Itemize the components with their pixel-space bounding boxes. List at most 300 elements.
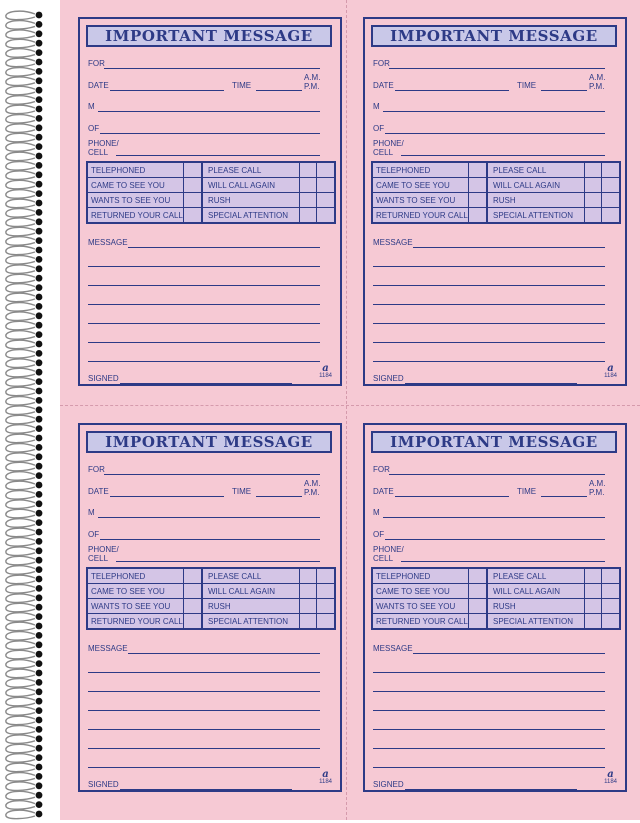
spiral-ring <box>6 227 35 235</box>
binding-hole <box>36 623 43 630</box>
of-label: OF <box>88 124 100 133</box>
spiral-ring <box>6 425 35 433</box>
spiral-ring <box>6 171 35 179</box>
spiral-ring <box>6 96 35 104</box>
check-wants-to-see-you[interactable]: WANTS TO SEE YOU <box>376 196 456 205</box>
table-divider <box>373 613 619 614</box>
spiral-ring <box>6 744 35 752</box>
table-divider <box>201 163 203 222</box>
spiral-binding <box>0 0 64 823</box>
phone-line <box>401 155 605 156</box>
m-line <box>98 517 320 518</box>
message-label: MESSAGE <box>373 238 413 247</box>
binding-hole <box>36 359 43 366</box>
cell-label: CELL <box>88 554 109 563</box>
spiral-ring <box>6 77 35 85</box>
spiral-ring <box>6 594 35 602</box>
date-line <box>110 90 224 91</box>
binding-hole <box>36 106 43 113</box>
binding-hole <box>36 576 43 583</box>
binding-hole <box>36 651 43 658</box>
spiral-ring <box>6 350 35 358</box>
pm-label: P.M. <box>304 82 320 91</box>
spiral-ring <box>6 650 35 658</box>
table-divider <box>486 163 488 222</box>
spiral-ring <box>6 697 35 705</box>
spiral-ring <box>6 491 35 499</box>
checklist-row <box>88 193 334 208</box>
binding-hole <box>36 59 43 66</box>
of-line <box>100 133 320 134</box>
binding-hole <box>36 303 43 310</box>
message-line <box>88 767 320 768</box>
binding-hole <box>36 200 43 207</box>
time-line <box>541 90 587 91</box>
spiral-ring <box>6 293 35 301</box>
check-wants-to-see-you[interactable]: WANTS TO SEE YOU <box>91 196 171 205</box>
of-label: OF <box>373 530 385 539</box>
message-line <box>88 729 320 730</box>
spiral-ring <box>6 566 35 574</box>
spiral-ring <box>6 39 35 47</box>
form-title: IMPORTANT MESSAGE <box>371 25 617 47</box>
binding-hole <box>36 256 43 263</box>
brand-logo <box>319 364 332 380</box>
cell-label: CELL <box>373 148 394 157</box>
phone-cell-label <box>88 139 119 157</box>
message-line <box>88 266 320 267</box>
m-label: M <box>373 102 380 111</box>
table-divider <box>468 163 469 222</box>
message-label: MESSAGE <box>373 644 413 653</box>
check-rush[interactable]: RUSH <box>493 602 516 611</box>
spiral-ring <box>6 397 35 405</box>
check-came-to-see-you[interactable]: CAME TO SEE YOU <box>376 181 450 190</box>
binding-hole <box>36 134 43 141</box>
message-line <box>373 304 605 305</box>
binding-hole <box>36 153 43 160</box>
table-divider <box>584 163 585 222</box>
binding-hole <box>36 792 43 799</box>
message-line <box>128 247 320 248</box>
phone-cell-label <box>373 545 404 563</box>
binding-hole <box>36 641 43 648</box>
binding-hole <box>36 463 43 470</box>
binding-hole <box>36 209 43 216</box>
check-special-attention[interactable]: SPECIAL ATTENTION <box>493 211 574 220</box>
spiral-ring <box>6 688 35 696</box>
check-telephoned[interactable]: TELEPHONED <box>376 572 431 581</box>
pm-label: P.M. <box>304 488 320 497</box>
spiral-ring <box>6 21 35 29</box>
binding-hole <box>36 265 43 272</box>
spiral-ring <box>6 707 35 715</box>
status-checklist <box>371 567 621 630</box>
table-divider <box>299 569 300 628</box>
check-rush[interactable]: RUSH <box>208 602 231 611</box>
checklist-row <box>373 208 619 223</box>
signed-label: SIGNED <box>373 374 404 383</box>
date-label: DATE <box>88 487 109 496</box>
spiral-ring <box>6 415 35 423</box>
m-label: M <box>373 508 380 517</box>
check-special-attention[interactable]: SPECIAL ATTENTION <box>208 617 289 626</box>
message-line <box>88 304 320 305</box>
binding-hole <box>36 585 43 592</box>
form-title: IMPORTANT MESSAGE <box>86 431 332 453</box>
spiral-ring <box>6 209 35 217</box>
check-please-call[interactable]: PLEASE CALL <box>493 572 547 581</box>
check-telephoned[interactable]: TELEPHONED <box>91 166 146 175</box>
binding-hole <box>36 754 43 761</box>
spiral-ring <box>6 726 35 734</box>
spiral-ring <box>6 801 35 809</box>
binding-hole <box>36 670 43 677</box>
binding-hole <box>36 538 43 545</box>
check-will-call-again[interactable]: WILL CALL AGAIN <box>493 587 560 596</box>
check-telephoned[interactable]: TELEPHONED <box>91 572 146 581</box>
message-form <box>363 17 627 386</box>
binding-hole <box>36 510 43 517</box>
message-line <box>88 748 320 749</box>
spiral-ring <box>6 735 35 743</box>
check-came-to-see-you[interactable]: CAME TO SEE YOU <box>91 181 165 190</box>
binding-hole <box>36 312 43 319</box>
spiral-ring <box>6 472 35 480</box>
spiral-ring <box>6 641 35 649</box>
spiral-ring <box>6 716 35 724</box>
check-telephoned[interactable]: TELEPHONED <box>376 166 431 175</box>
form-number: 1184 <box>604 779 617 785</box>
spiral-ring <box>6 669 35 677</box>
binding-hole <box>36 698 43 705</box>
spiral-ring <box>6 143 35 151</box>
brand-logo <box>604 364 617 380</box>
check-special-attention[interactable]: SPECIAL ATTENTION <box>493 617 574 626</box>
phone-label: PHONE/ <box>373 139 404 148</box>
spiral-ring <box>6 133 35 141</box>
logo-mark: a <box>607 363 614 374</box>
phone-label: PHONE/ <box>373 545 404 554</box>
status-checklist <box>86 567 336 630</box>
spiral-ring <box>6 585 35 593</box>
check-came-to-see-you[interactable]: CAME TO SEE YOU <box>376 587 450 596</box>
binding-hole <box>36 613 43 620</box>
spiral-ring <box>6 660 35 668</box>
status-checklist <box>371 161 621 224</box>
cell-label: CELL <box>88 148 109 157</box>
check-please-call[interactable]: PLEASE CALL <box>208 572 262 581</box>
perforation-horizontal <box>60 405 640 406</box>
table-divider <box>373 583 619 584</box>
check-returned-your-call[interactable]: RETURNED YOUR CALL <box>376 211 468 220</box>
date-label: DATE <box>373 487 394 496</box>
binding-hole <box>36 77 43 84</box>
binding-hole <box>36 529 43 536</box>
time-line <box>256 90 302 91</box>
binding-hole <box>36 707 43 714</box>
binding-hole <box>36 491 43 498</box>
form-number: 1184 <box>319 779 332 785</box>
message-line <box>88 323 320 324</box>
table-divider <box>373 177 619 178</box>
of-label: OF <box>373 124 385 133</box>
binding-hole <box>36 96 43 103</box>
spiral-ring <box>6 199 35 207</box>
am-label: A.M. <box>304 479 321 488</box>
table-divider <box>373 192 619 193</box>
binding-hole <box>36 115 43 122</box>
checklist-row <box>373 178 619 193</box>
binding-hole <box>36 482 43 489</box>
check-please-call[interactable]: PLEASE CALL <box>493 166 547 175</box>
signed-label: SIGNED <box>373 780 404 789</box>
time-label: TIME <box>232 81 252 90</box>
check-special-attention[interactable]: SPECIAL ATTENTION <box>208 211 289 220</box>
spiral-ring <box>6 754 35 762</box>
spiral-ring <box>6 152 35 160</box>
message-line <box>88 691 320 692</box>
binding-hole <box>36 49 43 56</box>
logo-mark: a <box>322 769 329 780</box>
spiral-ring <box>6 462 35 470</box>
spiral-ring <box>6 782 35 790</box>
checklist-row <box>88 584 334 599</box>
check-returned-your-call[interactable]: RETURNED YOUR CALL <box>376 617 468 626</box>
spiral-ring <box>6 519 35 527</box>
binding-hole <box>36 331 43 338</box>
checklist-row <box>373 614 619 629</box>
binding-hole <box>36 660 43 667</box>
spiral-ring <box>6 679 35 687</box>
binding-hole <box>36 294 43 301</box>
perforation-vertical <box>346 0 347 820</box>
for-label: FOR <box>88 465 105 474</box>
binding-hole <box>36 87 43 94</box>
spiral-ring <box>6 547 35 555</box>
binding-hole <box>36 12 43 19</box>
message-form <box>78 423 342 792</box>
binding-hole <box>36 143 43 150</box>
phone-line <box>116 561 320 562</box>
check-rush[interactable]: RUSH <box>208 196 231 205</box>
binding-hole <box>36 425 43 432</box>
binding-hole <box>36 218 43 225</box>
table-divider <box>88 583 334 584</box>
for-label: FOR <box>373 465 390 474</box>
spiral-ring <box>6 340 35 348</box>
logo-mark: a <box>607 769 614 780</box>
binding-hole <box>36 237 43 244</box>
am-pm-label <box>304 479 320 497</box>
message-form <box>78 17 342 386</box>
spiral-ring <box>6 622 35 630</box>
message-line <box>88 285 320 286</box>
spiral-ring <box>6 30 35 38</box>
checklist-row <box>88 569 334 584</box>
phone-label: PHONE/ <box>88 545 119 554</box>
binding-hole <box>36 397 43 404</box>
check-returned-your-call[interactable]: RETURNED YOUR CALL <box>91 617 183 626</box>
date-line <box>110 496 224 497</box>
binding-hole <box>36 190 43 197</box>
spiral-ring <box>6 509 35 517</box>
check-wants-to-see-you[interactable]: WANTS TO SEE YOU <box>91 602 171 611</box>
binding-hole <box>36 547 43 554</box>
spiral-ring <box>6 791 35 799</box>
binding-hole <box>36 472 43 479</box>
m-line <box>383 517 605 518</box>
spiral-ring <box>6 444 35 452</box>
of-label: OF <box>88 530 100 539</box>
checklist-row <box>88 178 334 193</box>
spiral-ring <box>6 387 35 395</box>
signed-label: SIGNED <box>88 780 119 789</box>
for-label: FOR <box>88 59 105 68</box>
message-line <box>373 285 605 286</box>
time-label: TIME <box>232 487 252 496</box>
message-line <box>88 672 320 673</box>
message-line <box>373 266 605 267</box>
for-line <box>104 474 320 475</box>
table-divider <box>373 207 619 208</box>
m-label: M <box>88 508 95 517</box>
table-divider <box>299 163 300 222</box>
m-line <box>383 111 605 112</box>
phone-label: PHONE/ <box>88 139 119 148</box>
binding-hole <box>36 773 43 780</box>
binding-hole <box>36 435 43 442</box>
binding-hole <box>36 30 43 37</box>
am-label: A.M. <box>589 479 606 488</box>
phone-line <box>116 155 320 156</box>
form-number: 1184 <box>319 373 332 379</box>
spiral-ring <box>6 500 35 508</box>
check-wants-to-see-you[interactable]: WANTS TO SEE YOU <box>376 602 456 611</box>
spiral-ring <box>6 190 35 198</box>
pm-label: P.M. <box>589 82 605 91</box>
check-rush[interactable]: RUSH <box>493 196 516 205</box>
for-line <box>104 68 320 69</box>
binding-hole <box>36 735 43 742</box>
spiral-ring <box>6 538 35 546</box>
spiral-ring <box>6 763 35 771</box>
table-divider <box>88 177 334 178</box>
checklist-row <box>373 163 619 178</box>
binding-hole <box>36 68 43 75</box>
binding-hole <box>36 726 43 733</box>
form-number: 1184 <box>604 373 617 379</box>
binding-hole <box>36 341 43 348</box>
message-form <box>363 423 627 792</box>
message-line <box>373 729 605 730</box>
binding-hole <box>36 388 43 395</box>
binding-hole <box>36 632 43 639</box>
table-divider <box>316 569 317 628</box>
binding-hole <box>36 688 43 695</box>
message-line <box>373 323 605 324</box>
message-line <box>373 672 605 673</box>
checklist-row <box>88 614 334 629</box>
binding-hole <box>36 40 43 47</box>
for-line <box>389 474 605 475</box>
spiral-ring <box>6 256 35 264</box>
checklist-row <box>373 569 619 584</box>
check-will-call-again[interactable]: WILL CALL AGAIN <box>493 181 560 190</box>
binding-hole <box>36 378 43 385</box>
am-pm-label <box>304 73 320 91</box>
binding-hole <box>36 500 43 507</box>
binding-hole <box>36 350 43 357</box>
of-line <box>385 539 605 540</box>
spiral-ring <box>6 115 35 123</box>
checklist-row <box>88 163 334 178</box>
table-divider <box>316 163 317 222</box>
table-divider <box>201 569 203 628</box>
binding-hole <box>36 416 43 423</box>
spiral-ring <box>6 124 35 132</box>
message-line <box>413 247 605 248</box>
spiral-ring <box>6 331 35 339</box>
time-label: TIME <box>517 81 537 90</box>
table-divider <box>183 163 184 222</box>
am-pm-label <box>589 479 605 497</box>
check-came-to-see-you[interactable]: CAME TO SEE YOU <box>91 587 165 596</box>
binding-hole <box>36 369 43 376</box>
cell-label: CELL <box>373 554 394 563</box>
message-line <box>88 710 320 711</box>
binding-hole <box>36 453 43 460</box>
spiral-ring <box>6 11 35 19</box>
spiral-ring <box>6 528 35 536</box>
binding-hole <box>36 181 43 188</box>
message-line <box>413 653 605 654</box>
spiral-ring <box>6 162 35 170</box>
form-title: IMPORTANT MESSAGE <box>371 431 617 453</box>
check-please-call[interactable]: PLEASE CALL <box>208 166 262 175</box>
binding-hole <box>36 228 43 235</box>
check-returned-your-call[interactable]: RETURNED YOUR CALL <box>91 211 183 220</box>
date-line <box>395 90 509 91</box>
binding-hole <box>36 275 43 282</box>
table-divider <box>373 598 619 599</box>
spiral-ring <box>6 613 35 621</box>
spiral-ring <box>6 237 35 245</box>
check-will-call-again[interactable]: WILL CALL AGAIN <box>208 181 275 190</box>
spiral-ring <box>6 434 35 442</box>
spiral-ring <box>6 68 35 76</box>
binding-hole <box>36 124 43 131</box>
brand-logo <box>319 770 332 786</box>
spiral-ring <box>6 180 35 188</box>
binding-hole <box>36 801 43 808</box>
spiral-ring <box>6 218 35 226</box>
check-will-call-again[interactable]: WILL CALL AGAIN <box>208 587 275 596</box>
spiral-ring <box>6 368 35 376</box>
spiral-ring <box>6 632 35 640</box>
spiral-ring <box>6 556 35 564</box>
date-line <box>395 496 509 497</box>
message-line <box>373 342 605 343</box>
spiral-ring <box>6 265 35 273</box>
binding-hole <box>36 594 43 601</box>
table-divider <box>601 569 602 628</box>
spiral-ring <box>6 773 35 781</box>
signed-line <box>120 383 292 384</box>
binding-hole <box>36 21 43 28</box>
table-divider <box>88 598 334 599</box>
date-label: DATE <box>88 81 109 90</box>
